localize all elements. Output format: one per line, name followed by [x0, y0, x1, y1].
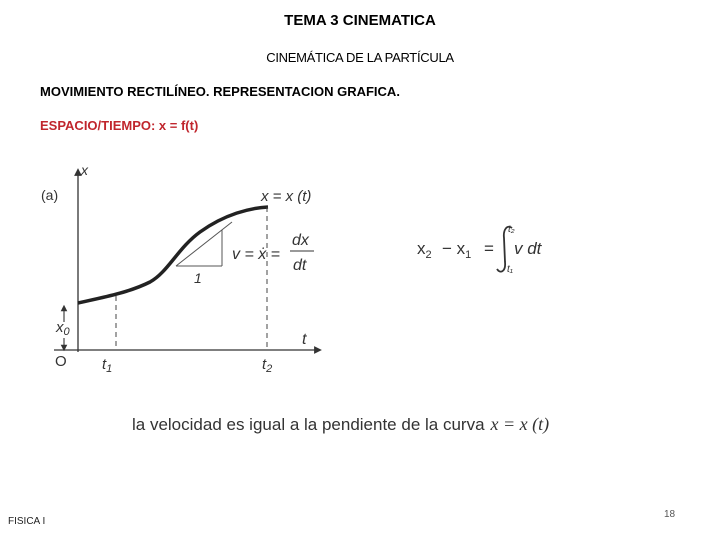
integral-equation [417, 224, 543, 275]
eq-upper-limit: t₂ [508, 224, 515, 235]
figure-caption [132, 414, 549, 435]
panel-label: (a) [41, 187, 59, 203]
y-axis-label: x [81, 162, 88, 178]
eq-minus-x1: − $x_1$ [442, 239, 472, 261]
x-axis-label: t [302, 331, 307, 348]
t2-label: $t_2$ [262, 356, 273, 375]
origin-label: O [55, 353, 67, 370]
t1-label: $t_1$ [102, 356, 113, 375]
velocity-eq-lhs: v = ẋ = [232, 246, 281, 263]
section-heading: MOVIMIENTO RECTILÍNEO. REPRESENTACION GRAFICA. [40, 84, 400, 99]
slide-title: TEMA 3 CINEMATICA [284, 12, 436, 29]
eq-equals: = [484, 239, 494, 258]
eq-x2: $x_2$ [417, 239, 432, 261]
slope-unit-label: 1 [194, 270, 202, 286]
caption-text: la velocidad es igual a la pendiente de la curva [132, 415, 485, 434]
x0-label: $x_0$ [56, 319, 70, 338]
footer-course-label: FISICA I [8, 516, 46, 527]
eq-lower-limit: t₁ [507, 264, 513, 275]
velocity-eq-den: dt [293, 257, 307, 274]
page-number: 18 [664, 509, 676, 520]
eq-integrand: v dt [514, 239, 542, 258]
curve-label: x = x (t) [261, 188, 312, 205]
section-subheading: ESPACIO/TIEMPO: x = f(t) [40, 118, 199, 133]
slide-subtitle: CINEMÁTICA DE LA PARTÍCULA [266, 50, 454, 65]
velocity-eq-num: dx [292, 232, 309, 249]
caption-math: x = x (t) [490, 414, 550, 434]
